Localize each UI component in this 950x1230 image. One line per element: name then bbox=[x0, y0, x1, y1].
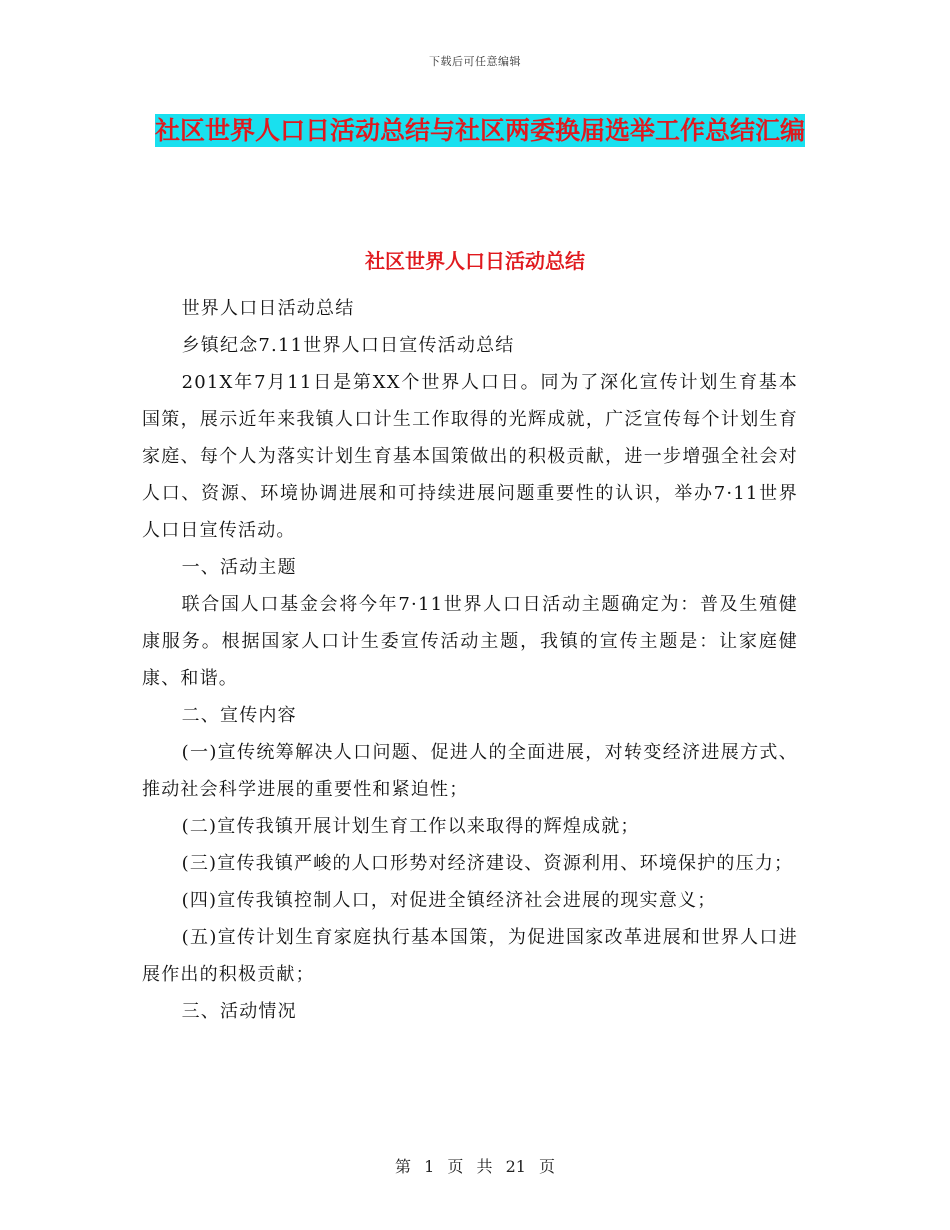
total-pages: 21 bbox=[505, 1157, 526, 1176]
paragraph: 联合国人口基金会将今年7·11世界人口日活动主题确定为：普及生殖健康服务。根据国家人口计生委宣传活动主题，我镇的宣传主题是：让家庭健康、和谐。 bbox=[142, 594, 798, 689]
footer-total-unit: 页 bbox=[539, 1157, 556, 1176]
paragraph: (二)宣传我镇开展计划生育工作以来取得的辉煌成就； bbox=[181, 816, 640, 837]
page-footer bbox=[0, 1154, 950, 1177]
section-title: 社区世界人口日活动总结 bbox=[365, 249, 585, 273]
header-note: 下载后可任意编辑 bbox=[429, 55, 521, 68]
footer-prefix: 第 bbox=[394, 1157, 411, 1176]
section-heading: 一、活动主题 bbox=[181, 557, 297, 578]
paragraph: (四)宣传我镇控制人口，对促进全镇经济社会进展的现实意义； bbox=[181, 890, 717, 911]
paragraph: 201X年7月11日是第XX个世界人口日。同为了深化宣传计划生育基本国策，展示近年来我镇人口计生工作取得的光辉成就，广泛宣传每个计划生育家庭、每个人为落实计划生育基本国策做出的积极贡献，进一步增强全社会对人口、资源、环境协调进展和可持续进展问题重要性的认识，举办7·11世界人口日宣传活动。 bbox=[142, 372, 798, 541]
paragraph: 世界人口日活动总结 bbox=[181, 298, 355, 319]
paragraph: 乡镇纪念7.11世界人口日宣传活动总结 bbox=[181, 335, 515, 356]
paragraph: (三)宣传我镇严峻的人口形势对经济建设、资源利用、环境保护的压力； bbox=[181, 853, 794, 874]
section-heading: 三、活动情况 bbox=[181, 1001, 297, 1022]
paragraph: (五)宣传计划生育家庭执行基本国策，为促进国家改革进展和世界人口进展作出的积极贡献； bbox=[142, 927, 798, 985]
footer-page-unit: 页 bbox=[447, 1157, 464, 1176]
section-heading: 二、宣传内容 bbox=[181, 705, 297, 726]
footer-total-prefix: 共 bbox=[476, 1157, 493, 1176]
document-title-text: 社区世界人口日活动总结与社区两委换届选举工作总结汇编 bbox=[154, 116, 805, 145]
paragraph: (一)宣传统筹解决人口问题、促进人的全面进展，对转变经济进展方式、推动社会科学进展的重要性和紧迫性； bbox=[142, 742, 798, 800]
page-number: 1 bbox=[424, 1157, 435, 1176]
document-title bbox=[140, 108, 820, 153]
document-body bbox=[142, 290, 798, 1030]
